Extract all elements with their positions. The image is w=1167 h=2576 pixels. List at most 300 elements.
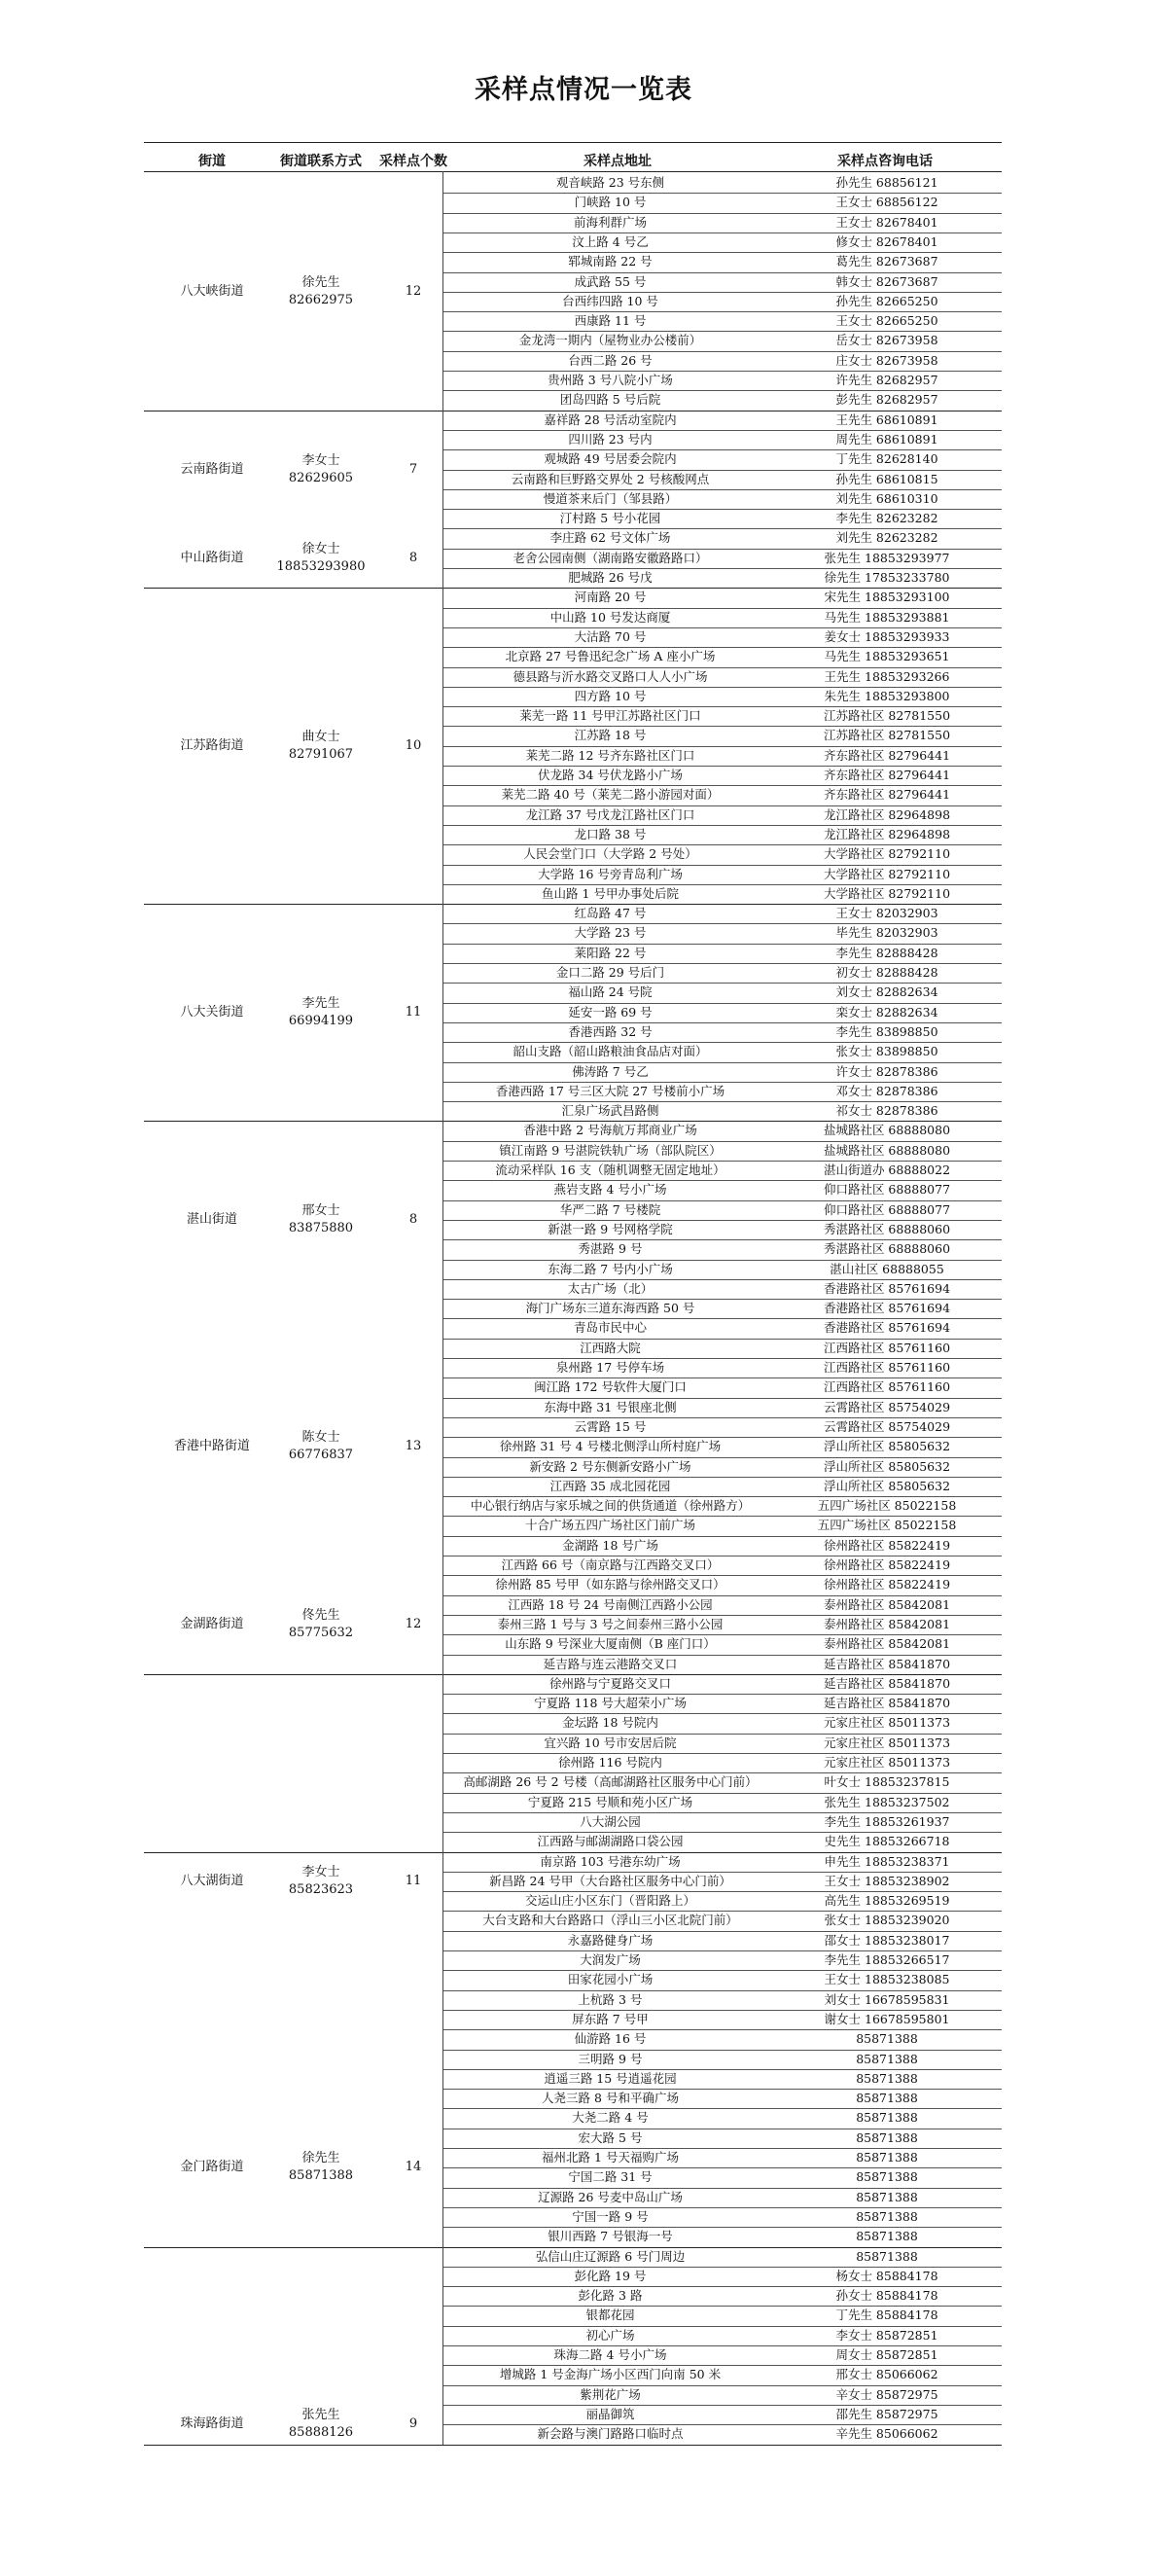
site-address: 红岛路 47 号 (574, 906, 647, 921)
site-phone: 85871388 (856, 2091, 918, 2106)
site-address: 人尧三路 8 号和平确广场 (542, 2091, 679, 2106)
site-phone: 浮山所社区 85805632 (823, 1478, 951, 1493)
site-phone: 齐东路社区 82796441 (823, 747, 951, 763)
row-rule (442, 2167, 1002, 2168)
site-address: 东海中路 31 号银座北侧 (544, 1399, 677, 1414)
site-address: 大沽路 70 号 (574, 628, 647, 644)
site-phone: 齐东路社区 82796441 (823, 787, 951, 803)
block-rule (144, 904, 1002, 905)
row-rule (442, 2286, 1002, 2287)
site-phone: 秀湛路社区 68888060 (823, 1221, 951, 1236)
row-rule (442, 726, 1002, 727)
site-phone: 浮山所社区 85805632 (823, 1439, 951, 1454)
site-address: 香港西路 32 号 (568, 1023, 653, 1039)
row-rule (442, 825, 1002, 826)
site-phone: 叶女士 18853237815 (824, 1774, 950, 1790)
site-address: 新会路与澳门路路口临时点 (537, 2426, 684, 2442)
site-count: 13 (405, 1439, 422, 1454)
header-bottom-rule (144, 171, 1002, 172)
site-address: 仙游路 16 号 (574, 2031, 647, 2047)
row-rule (442, 1891, 1002, 1892)
site-address: 龙江路 37 号戊龙江路社区门口 (525, 806, 695, 822)
site-address: 彭化路 19 号 (574, 2268, 647, 2283)
site-address: 观音峡路 23 号东侧 (555, 175, 665, 190)
site-address: 佛涛路 7 号乙 (572, 1063, 649, 1079)
site-phone: 云霄路社区 85754029 (823, 1418, 951, 1434)
site-address: 镇江南路 9 号湛院铁轨广场（部队院区） (499, 1142, 722, 1158)
site-address: 泰州三路 1 号与 3 号之间泰州三路小公园 (497, 1616, 724, 1631)
site-phone: 香港路社区 85761694 (823, 1301, 951, 1316)
site-phone: 毕先生 82032903 (835, 925, 938, 941)
row-rule (442, 983, 1002, 984)
site-count: 12 (405, 283, 422, 299)
site-address: 南京路 103 号港东幼广场 (540, 1853, 681, 1869)
row-rule (442, 1200, 1002, 1201)
row-rule (442, 608, 1002, 609)
row-rule (442, 2029, 1002, 2030)
street-contact-phone: 83875880 (288, 1220, 354, 1235)
row-rule (442, 1417, 1002, 1418)
site-phone: 岳女士 82673958 (835, 333, 938, 348)
row-rule (442, 331, 1002, 332)
site-phone: 湛山街道办 68888022 (823, 1163, 951, 1177)
site-address: 韶山支路（韶山路粮油食品店对面） (513, 1044, 708, 1059)
site-address: 十合广场五四广场社区门前广场 (524, 1518, 695, 1533)
site-phone: 元家庄社区 85011373 (823, 1715, 951, 1731)
site-phone: 秀湛路社区 68888060 (823, 1241, 951, 1257)
site-address: 珠海二路 4 号小广场 (553, 2347, 667, 2362)
site-count: 12 (405, 1617, 422, 1632)
row-rule (442, 706, 1002, 707)
row-rule (442, 1082, 1002, 1083)
row-rule (442, 1141, 1002, 1142)
site-address: 北京路 27 号鲁迅纪念广场 A 座小广场 (505, 649, 716, 664)
row-rule (442, 687, 1002, 688)
row-rule (442, 2267, 1002, 2268)
street-name: 八大峡街道 (180, 283, 244, 299)
site-address: 大学路 16 号旁青岛利广场 (538, 866, 683, 881)
site-address: 团岛四路 5 号后院 (559, 392, 661, 408)
site-phone: 邓女士 82878386 (835, 1083, 938, 1098)
row-rule (442, 1180, 1002, 1181)
street-contact-person: 李女士 (301, 452, 340, 468)
row-rule (442, 746, 1002, 747)
site-phone: 刘先生 68610310 (835, 490, 938, 506)
row-rule (442, 1812, 1002, 1813)
site-address: 福州北路 1 号天福购广场 (542, 2150, 679, 2165)
row-rule (442, 272, 1002, 273)
site-address: 初心广场 (585, 2327, 635, 2343)
row-rule (442, 1772, 1002, 1773)
site-address: 宜兴路 10 号市安居后院 (544, 1735, 677, 1750)
site-phone: 徐州路社区 85822419 (823, 1537, 951, 1553)
row-rule (442, 528, 1002, 529)
site-address: 紫荆花广场 (580, 2386, 641, 2402)
site-phone: 85871388 (856, 2070, 918, 2086)
site-address: 逍遥三路 15 号逍遥花园 (544, 2070, 677, 2086)
site-address: 宁国二路 31 号 (568, 2169, 653, 2185)
row-rule (442, 667, 1002, 668)
site-address: 流动采样队 16 支（随机调整无固定地址） (495, 1163, 725, 1177)
site-phone: 张先生 18853293977 (824, 550, 950, 565)
page-title: 采样点情况一览表 (475, 75, 692, 105)
row-rule (442, 1220, 1002, 1221)
site-phone: 85871388 (856, 2110, 918, 2126)
site-address: 云霄路 15 号 (574, 1418, 647, 1434)
row-rule (442, 2108, 1002, 2109)
row-rule (442, 213, 1002, 214)
site-count: 10 (405, 737, 422, 753)
site-address: 银川西路 7 号银海一号 (548, 2229, 673, 2244)
site-phone: 张女士 83898850 (835, 1044, 938, 1059)
site-phone: 谢女士 16678595801 (824, 2011, 950, 2026)
street-name: 湛山街道 (186, 1211, 237, 1227)
site-phone: 丁先生 82628140 (835, 451, 938, 467)
site-address: 大润发广场 (580, 1952, 641, 1967)
site-address: 江苏路 18 号 (574, 728, 647, 743)
site-phone: 李先生 83898850 (835, 1023, 938, 1039)
row-rule (442, 568, 1002, 569)
site-phone: 大学路社区 82792110 (823, 846, 951, 862)
street-name: 八大湖街道 (180, 1873, 244, 1888)
site-address: 金坛路 18 号院内 (562, 1715, 658, 1731)
row-rule (442, 489, 1002, 490)
row-rule (442, 1516, 1002, 1517)
street-contact-person: 邢女士 (301, 1202, 340, 1218)
row-rule (442, 1536, 1002, 1537)
row-rule (442, 2365, 1002, 2366)
row-rule (442, 923, 1002, 924)
site-phone: 江西路社区 85761160 (823, 1360, 951, 1375)
site-phone: 泰州路社区 85842081 (823, 1636, 951, 1652)
site-address: 永嘉路健身广场 (567, 1932, 654, 1948)
site-phone: 湛山社区 68888055 (830, 1261, 944, 1276)
site-address: 肥城路 26 号戊 (568, 570, 653, 585)
site-phone: 齐东路社区 82796441 (823, 768, 951, 782)
table-bottom-rule (144, 2445, 1002, 2446)
site-phone: 徐州路社区 85822419 (823, 1577, 951, 1592)
site-phone: 孙女士 85884178 (835, 2288, 938, 2304)
row-rule (442, 1260, 1002, 1261)
site-phone: 高先生 18853269519 (824, 1893, 950, 1909)
row-rule (442, 1239, 1002, 1240)
street-contact-phone: 66994199 (288, 1013, 354, 1028)
site-address: 新湛一路 9 号网格学院 (548, 1221, 673, 1236)
site-phone: 香港路社区 85761694 (823, 1280, 951, 1296)
site-phone: 刘先生 82623282 (835, 530, 938, 546)
row-rule (442, 2227, 1002, 2228)
site-phone: 张女士 18853239020 (824, 1913, 950, 1928)
row-rule (442, 1358, 1002, 1359)
header-site-count: 采样点个数 (379, 154, 447, 169)
street-contact-phone: 66776837 (288, 1448, 354, 1463)
site-address: 西康路 11 号 (574, 313, 647, 329)
site-address: 贵州路 3 号八院小广场 (548, 373, 673, 387)
header-street-contact: 街道联系方式 (280, 154, 362, 169)
site-address: 宁夏路 215 号顺和苑小区广场 (527, 1794, 693, 1809)
site-address: 福山路 24 号院 (568, 984, 653, 1000)
site-phone: 徐先生 17853233780 (824, 570, 950, 585)
site-address: 田家花园小广场 (567, 1972, 654, 1987)
street-contact-person: 曲女士 (301, 729, 340, 744)
row-rule (442, 944, 1002, 945)
header-street: 街道 (198, 154, 226, 169)
row-rule (442, 2306, 1002, 2307)
row-rule (442, 1377, 1002, 1378)
site-phone: 85871388 (856, 2169, 918, 2185)
site-address: 嘉祥路 28 号活动室院内 (544, 411, 677, 427)
site-phone: 辛女士 85872975 (835, 2386, 938, 2402)
header-consult-phone: 采样点咨询电话 (837, 154, 933, 169)
street-contact-person: 徐先生 (301, 274, 340, 290)
row-rule (442, 1970, 1002, 1971)
street-name: 金门路街道 (180, 2160, 244, 2175)
street-contact-person: 陈女士 (301, 1430, 340, 1446)
row-rule (442, 884, 1002, 885)
site-phone: 李先生 18853266517 (824, 1952, 950, 1967)
row-rule (442, 252, 1002, 253)
site-address: 金龙湾一期内（屋物业办公楼前） (518, 333, 702, 348)
site-address: 香港西路 17 号三区大院 27 号楼前小广场 (495, 1083, 725, 1098)
site-phone: 葛先生 82673687 (835, 254, 938, 269)
row-rule (442, 1299, 1002, 1300)
row-rule (442, 2326, 1002, 2327)
site-address: 新安路 2 号东侧新安路小广场 (529, 1458, 691, 1474)
site-address: 延安一路 69 号 (568, 1004, 653, 1020)
row-rule (442, 1793, 1002, 1794)
site-address: 辽源路 26 号麦中岛山广场 (538, 2189, 683, 2204)
row-rule (442, 627, 1002, 628)
row-rule (442, 2385, 1002, 2386)
block-rule (144, 1121, 1002, 1122)
site-phone: 王女士 68856122 (835, 195, 938, 210)
street-name: 香港中路街道 (173, 1439, 250, 1454)
row-rule (442, 1872, 1002, 1873)
site-phone: 仰口路社区 68888077 (823, 1182, 951, 1198)
row-rule (442, 1950, 1002, 1951)
site-phone: 祁女士 82878386 (835, 1103, 938, 1119)
row-rule (442, 1713, 1002, 1714)
row-rule (442, 1832, 1002, 1833)
street-contact-person: 徐先生 (301, 2151, 340, 2166)
site-phone: 盐城路社区 68888080 (823, 1142, 951, 1158)
site-address: 新昌路 24 号甲（大台路社区服务中心门前） (489, 1873, 731, 1888)
site-address: 八大湖公园 (580, 1813, 641, 1829)
site-phone: 孙先生 82665250 (835, 293, 938, 308)
row-rule (442, 430, 1002, 431)
site-phone: 丁先生 85884178 (835, 2308, 938, 2323)
site-address: 江西路大院 (580, 1340, 641, 1355)
site-address: 前海利群广场 (573, 214, 647, 230)
site-count: 7 (408, 461, 418, 477)
site-address: 四川路 23 号内 (568, 431, 653, 447)
street-contact-person: 李女士 (301, 1864, 340, 1879)
site-address: 鱼山路 1 号甲办事处后院 (542, 885, 679, 901)
street-contact-person: 张先生 (301, 2408, 340, 2423)
site-count: 11 (405, 1873, 422, 1888)
street-contact-phone: 85775632 (288, 1626, 354, 1641)
site-phone: 马先生 18853293881 (824, 609, 950, 625)
site-address: 三明路 9 号 (578, 2051, 643, 2066)
site-address: 香港中路 2 号海航万邦商业广场 (523, 1123, 697, 1138)
site-count: 8 (408, 550, 418, 565)
block-rule (144, 1852, 1002, 1853)
block-rule (144, 588, 1002, 589)
site-address: 莱芜一路 11 号甲江苏路社区门口 (519, 708, 701, 724)
row-rule (442, 2405, 1002, 2406)
site-address: 门峡路 10 号 (574, 195, 647, 210)
site-phone: 85871388 (856, 2208, 918, 2224)
row-rule (442, 549, 1002, 550)
row-rule (442, 1437, 1002, 1438)
site-phone: 栾女士 82882634 (835, 1004, 938, 1020)
site-phone: 泰州路社区 85842081 (823, 1596, 951, 1612)
site-phone: 邢女士 85066062 (835, 2367, 938, 2382)
site-phone: 85871388 (856, 2129, 918, 2145)
street-contact-person: 佟先生 (301, 1608, 340, 1624)
site-address: 中心银行纳店与家乐城之间的供货通道（徐州路方） (470, 1498, 751, 1514)
street-contact-phone: 85888126 (288, 2425, 354, 2441)
row-rule (442, 509, 1002, 510)
site-address: 四方路 10 号 (574, 688, 647, 703)
row-rule (442, 449, 1002, 450)
row-rule (442, 963, 1002, 964)
site-phone: 85871388 (856, 2031, 918, 2047)
site-address: 人民会堂门口（大学路 2 号处） (523, 846, 697, 862)
site-phone: 许先生 82682957 (835, 373, 938, 387)
site-phone: 邵女士 18853238017 (824, 1932, 950, 1948)
site-phone: 江西路社区 85761160 (823, 1340, 951, 1355)
site-address: 高邮湖路 26 号 2 号楼（高邮湖路社区服务中心门前） (463, 1774, 758, 1790)
row-rule (442, 1753, 1002, 1754)
site-phone: 85871388 (856, 2150, 918, 2165)
site-address: 伏龙路 34 号伏龙路小广场 (538, 768, 683, 782)
site-phone: 元家庄社区 85011373 (823, 1755, 951, 1770)
site-phone: 元家庄社区 85011373 (823, 1735, 951, 1750)
site-phone: 王女士 82665250 (835, 313, 938, 329)
row-rule (442, 785, 1002, 786)
site-address: 燕岩支路 4 号小广场 (553, 1182, 667, 1198)
row-rule (442, 2424, 1002, 2425)
row-rule (442, 1003, 1002, 1004)
site-address: 台西二路 26 号 (568, 352, 653, 368)
street-contact-phone: 85823623 (288, 1881, 354, 1897)
site-address: 汇泉广场武昌路侧 (561, 1103, 659, 1119)
row-rule (442, 1339, 1002, 1340)
site-address: 徐州路与宁夏路交叉口 (548, 1675, 671, 1691)
row-rule (442, 1062, 1002, 1063)
site-address: 延吉路与连云港路交叉口 (543, 1656, 678, 1671)
row-rule (442, 1477, 1002, 1478)
row-rule (442, 470, 1002, 471)
site-address: 金口二路 29 号后门 (555, 965, 665, 980)
street-contact-phone: 85871388 (288, 2168, 354, 2184)
site-phone: 85871388 (856, 2189, 918, 2204)
row-rule (442, 292, 1002, 293)
site-phone: 许女士 82878386 (835, 1063, 938, 1079)
site-phone: 五四广场社区 85022158 (817, 1498, 957, 1514)
site-address: 泉州路 17 号停车场 (555, 1360, 665, 1375)
site-address: 增城路 1 号金海广场小区西门向南 50 米 (499, 2367, 722, 2382)
site-phone: 李先生 82888428 (835, 945, 938, 960)
row-rule (442, 2148, 1002, 2149)
site-address: 李庄路 62 号文体广场 (549, 530, 671, 546)
street-name: 八大关街道 (180, 1004, 244, 1020)
row-rule (442, 1161, 1002, 1162)
street-name: 云南路街道 (180, 461, 244, 477)
header-site-address: 采样点地址 (584, 154, 652, 169)
site-phone: 邵先生 85872975 (835, 2406, 938, 2421)
site-address: 莱芜二路 12 号齐东路社区门口 (525, 747, 695, 763)
site-count: 11 (405, 1004, 422, 1020)
site-address: 金湖路 18 号广场 (562, 1537, 658, 1553)
site-address: 江西路 66 号（南京路与江西路交叉口） (501, 1557, 720, 1572)
street-name: 江苏路街道 (180, 737, 244, 753)
table-top-rule (144, 142, 1002, 143)
site-address: 闽江路 172 号软件大厦门口 (534, 1379, 687, 1395)
row-rule (442, 1318, 1002, 1319)
site-address: 东海二路 7 号内小广场 (548, 1261, 673, 1276)
site-phone: 庄女士 82673958 (835, 352, 938, 368)
site-phone: 彭先生 82682957 (835, 392, 938, 408)
site-count: 14 (405, 2160, 422, 2175)
site-address: 观城路 49 号居委会院内 (544, 451, 677, 467)
street-name: 珠海路街道 (180, 2416, 244, 2432)
row-rule (442, 2050, 1002, 2051)
site-address: 银都花园 (585, 2308, 635, 2323)
site-phone: 修女士 82678401 (835, 233, 938, 249)
row-rule (442, 1496, 1002, 1497)
row-rule (442, 865, 1002, 866)
site-phone: 盐城路社区 68888080 (823, 1123, 951, 1138)
site-address: 山东路 9 号深业大厦南侧（B 座门口） (505, 1636, 716, 1652)
block-rule (144, 1674, 1002, 1675)
site-phone: 朱先生 18853293800 (824, 688, 950, 703)
site-phone: 李先生 82623282 (835, 511, 938, 526)
site-phone: 姜女士 18853293933 (824, 628, 950, 644)
site-address: 上杭路 3 号 (578, 1991, 643, 2007)
site-address: 华严二路 7 号楼院 (559, 1201, 661, 1217)
row-rule (442, 1042, 1002, 1043)
street-contact-phone: 82629605 (288, 470, 354, 485)
site-phone: 江苏路社区 82781550 (823, 728, 951, 743)
site-phone: 王女士 82678401 (835, 214, 938, 230)
site-phone: 85871388 (856, 2248, 918, 2264)
site-address: 徐州路 116 号院内 (558, 1755, 662, 1770)
site-address: 江西路 35 成北园花园 (549, 1478, 671, 1493)
row-rule (442, 1575, 1002, 1576)
site-phone: 85871388 (856, 2051, 918, 2066)
row-rule (442, 1655, 1002, 1656)
site-address: 大台支路和大台路路口（浮山三小区北院门前） (482, 1913, 738, 1928)
site-phone: 五四广场社区 85022158 (817, 1518, 957, 1533)
site-phone: 王先生 68610891 (835, 411, 938, 427)
site-phone: 延吉路社区 85841870 (823, 1696, 951, 1711)
site-count: 9 (408, 2416, 418, 2432)
site-address: 中山路 10 号发达商厦 (549, 609, 671, 625)
site-phone: 龙江路社区 82964898 (823, 826, 951, 841)
site-phone: 王女士 18853238085 (824, 1972, 950, 1987)
site-address: 江西路 18 号 24 号南侧江西路小公园 (508, 1596, 713, 1612)
site-address: 彭化路 3 路 (578, 2288, 643, 2304)
row-rule (442, 351, 1002, 352)
site-phone: 马先生 18853293651 (824, 649, 950, 664)
site-phone: 王女士 18853238902 (824, 1873, 950, 1888)
site-phone: 李女士 85872851 (835, 2327, 938, 2343)
site-phone: 85871388 (856, 2229, 918, 2244)
row-rule (442, 844, 1002, 845)
site-phone: 杨女士 85884178 (835, 2268, 938, 2283)
